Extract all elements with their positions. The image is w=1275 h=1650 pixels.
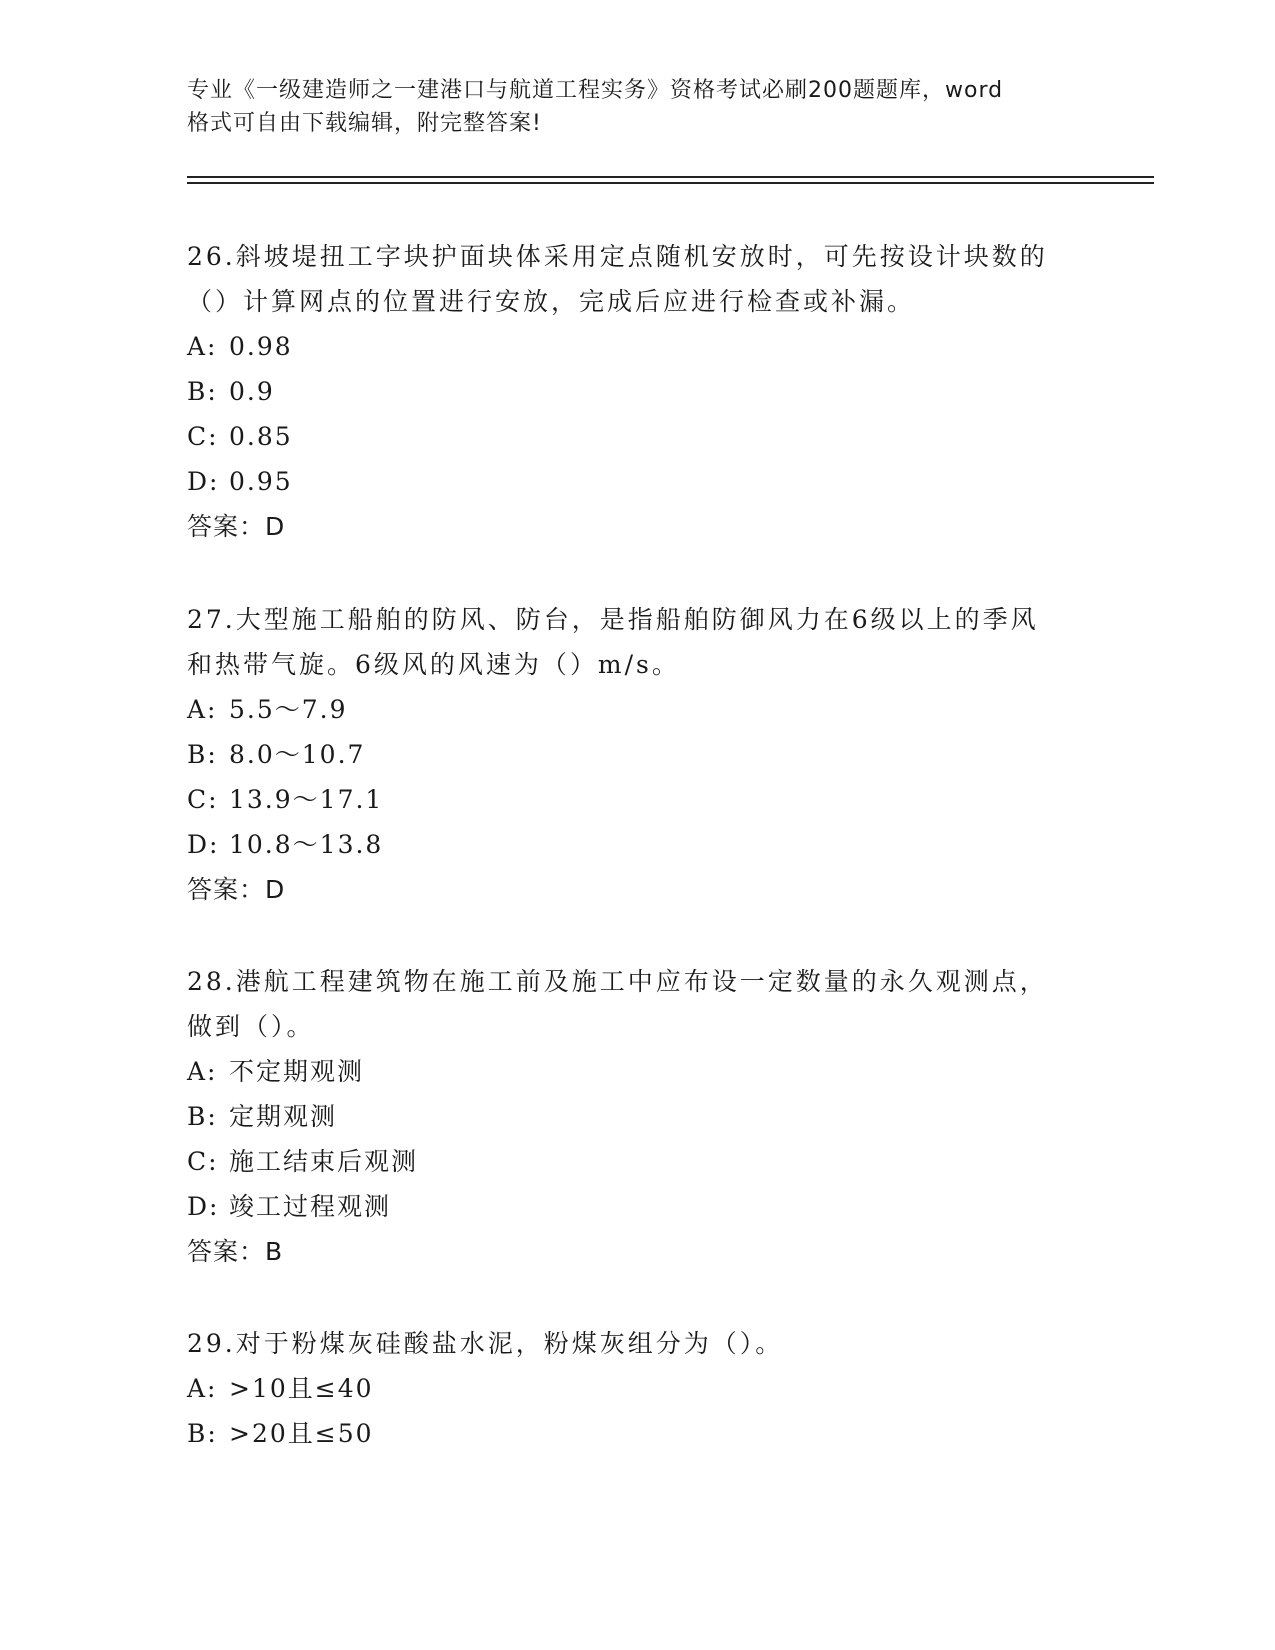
option-letter: D: [187,467,220,496]
option-a [187,1366,1087,1411]
option-letter: D: [187,1192,220,1221]
option-letter: A: [187,332,218,361]
option-text: 13.9～17.1 [229,785,384,814]
question-stem [187,959,1087,1049]
header-line-2: 格式可自由下载编辑，附完整答案! [187,111,542,136]
option-letter: B: [187,740,218,769]
option-text: 5.5～7.9 [229,695,348,724]
question-28 [187,959,1087,1274]
option-a [187,1049,1087,1094]
question-stem-line-2: 做到（）。 [187,1012,315,1041]
option-c [187,1139,1087,1184]
option-letter: C: [187,1147,219,1176]
option-letter: A: [187,695,218,724]
option-text: 10.8～13.8 [229,830,384,859]
question-stem-line-1: 27.大型施工船舶的防风、防台，是指船舶防御风力在6级以上的季风 [187,605,1039,634]
option-letter: D: [187,830,220,859]
option-c [187,777,1087,822]
option-letter: A: [187,1057,218,1086]
option-letter: B: [187,377,218,406]
option-text: 0.85 [229,422,293,451]
option-b [187,1094,1087,1139]
option-d [187,459,1087,504]
document-header [187,74,1087,140]
question-stem [187,234,1087,324]
option-c [187,414,1087,459]
answer-line: 答案：D [187,875,286,904]
answer-line: 答案：B [187,1237,284,1266]
option-text: 施工结束后观测 [229,1147,419,1176]
option-d [187,822,1087,867]
question-stem-line-1: 26.斜坡堤扭工字块护面块体采用定点随机安放时，可先按设计块数的 [187,242,1048,271]
option-d [187,1184,1087,1229]
question-27 [187,597,1087,912]
option-a [187,687,1087,732]
option-text: 0.98 [229,332,293,361]
option-text: 0.9 [229,377,275,406]
option-text: 定期观测 [229,1102,338,1131]
question-29 [187,1321,1087,1456]
question-stem-line-1: 28.港航工程建筑物在施工前及施工中应布设一定数量的永久观测点， [187,967,1048,996]
option-letter: B: [187,1102,218,1131]
option-text: 8.0～10.7 [229,740,366,769]
option-a [187,324,1087,369]
header-divider-top [187,176,1154,178]
option-b [187,732,1087,777]
option-text: 竣工过程观测 [229,1192,392,1221]
header-divider-bottom [187,182,1154,184]
option-letter: B: [187,1419,218,1448]
question-stem-line-2: （）计算网点的位置进行安放，完成后应进行检查或补漏。 [187,287,916,316]
option-text: 不定期观测 [229,1057,365,1086]
option-text: >20且≤50 [229,1419,374,1448]
option-text: >10且≤40 [229,1374,374,1403]
question-stem [187,1321,1087,1366]
option-letter: C: [187,422,219,451]
question-stem [187,597,1087,687]
header-line-1: 专业《一级建造师之一建港口与航道工程实务》资格考试必刷200题题库，word [187,78,1004,103]
question-stem-line-2: 和热带气旋。6级风的风速为（）m/s。 [187,650,680,679]
option-letter: C: [187,785,219,814]
option-b [187,1411,1087,1456]
question-26 [187,234,1087,549]
option-b [187,369,1087,414]
option-text: 0.95 [229,467,293,496]
answer-line: 答案：D [187,512,286,541]
question-stem-line-1: 29.对于粉煤灰硅酸盐水泥，粉煤灰组分为（）。 [187,1329,784,1358]
option-letter: A: [187,1374,218,1403]
